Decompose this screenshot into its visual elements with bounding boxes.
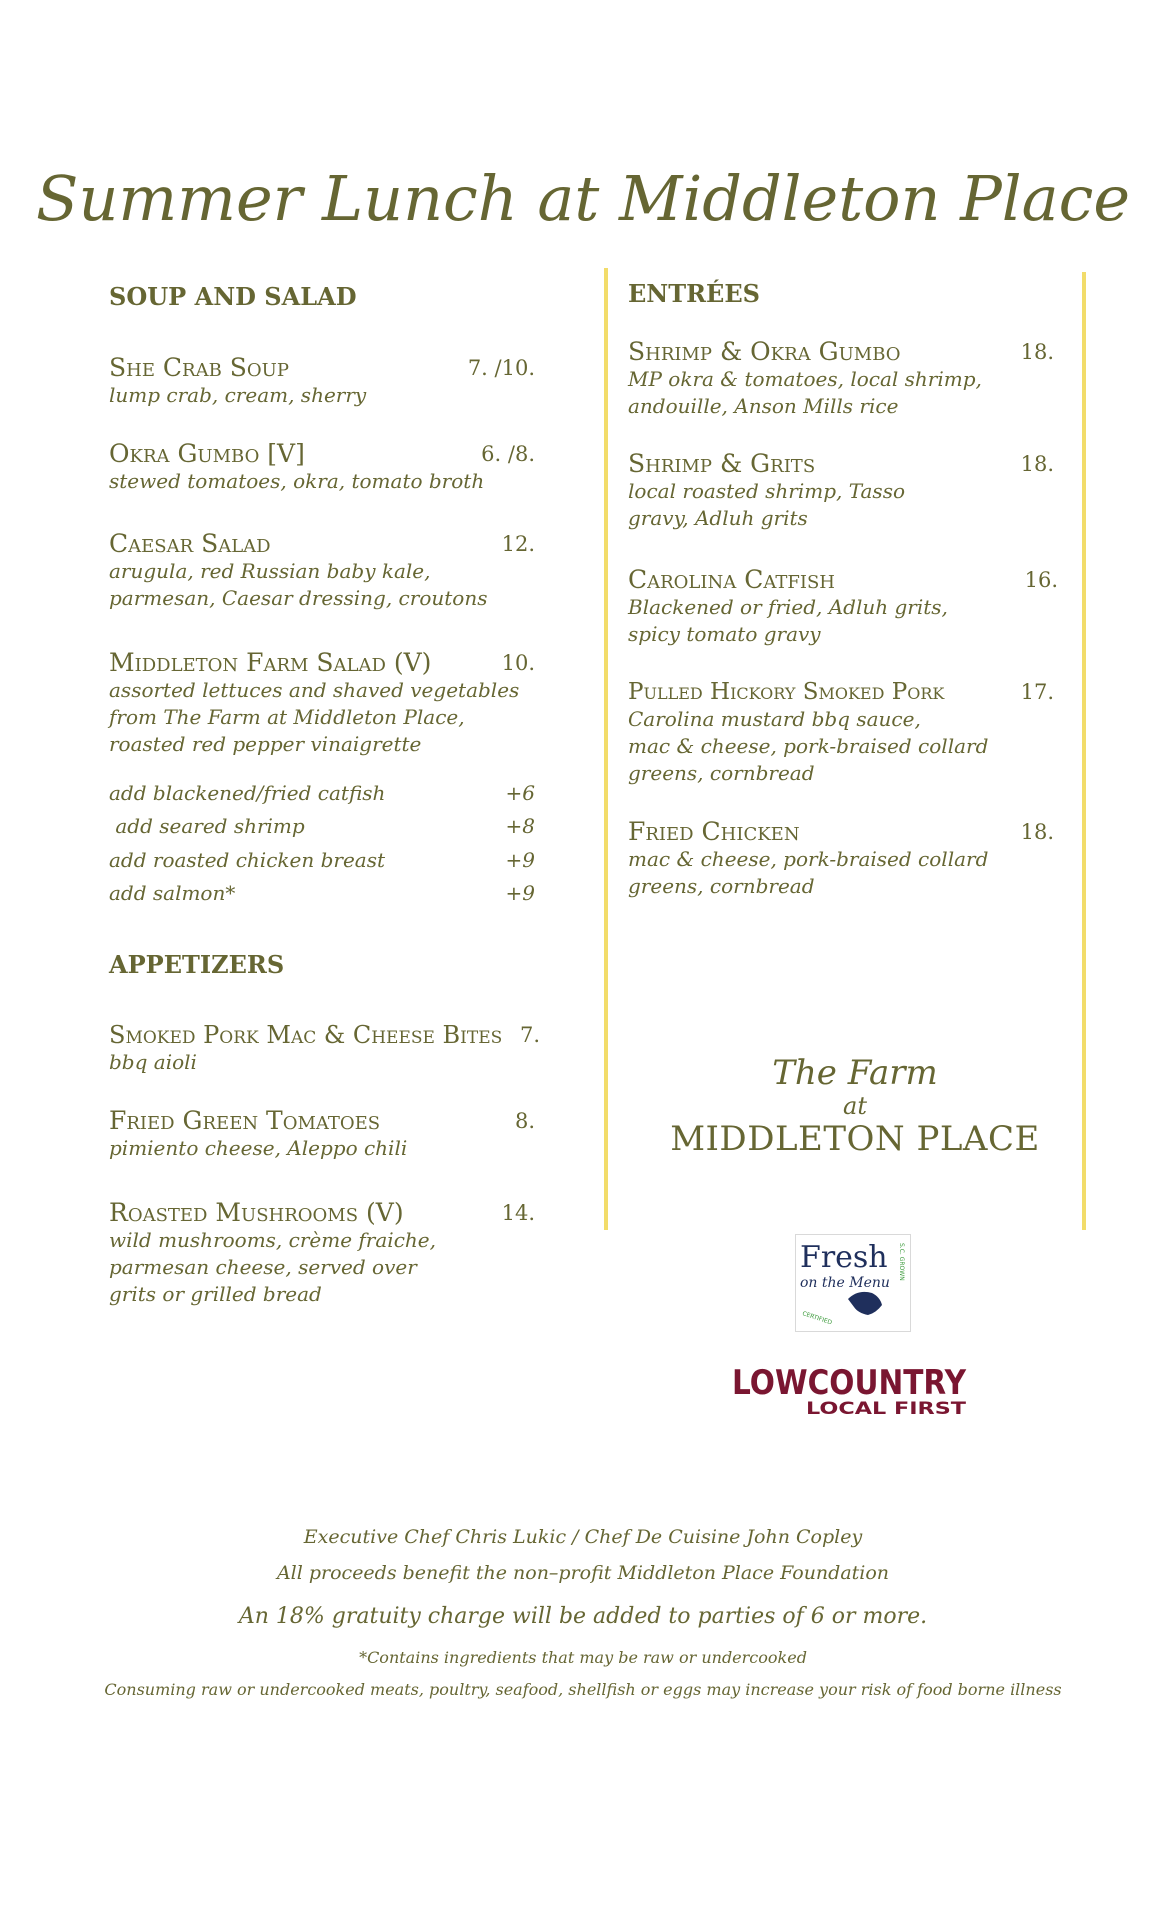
farm-line-3: MIDDLETON PLACE: [670, 1119, 1040, 1159]
footer-warning: Consuming raw or undercooked meats, poultry, seafood, shellfish or eggs may increase your risk of food borne illness: [104, 1680, 1062, 1699]
item-name: Smoked Pork Mac & Cheese Bites: [109, 1021, 503, 1049]
item-description: wild mushrooms, crème fraiche, parmesan cheese, served over grits or grilled bread: [109, 1228, 436, 1306]
item-name: Middleton Farm Salad (V): [109, 648, 432, 677]
addon-row: [109, 880, 535, 907]
item-price: 14.: [501, 1201, 535, 1225]
farm-wordmark: [640, 1054, 1070, 1158]
item-description: local roasted shrimp, Tasso gravy, Adluh grits: [628, 479, 906, 530]
item-price: 7. /10.: [467, 356, 535, 380]
fresh-logo-main: Fresh: [800, 1240, 888, 1275]
item-name: Okra Gumbo [V]: [109, 439, 305, 468]
item-name: She Crab Soup: [109, 353, 289, 382]
item-price: 10.: [501, 651, 535, 675]
item-description: mac & cheese, pork-braised collard greens, cornbread: [628, 847, 989, 898]
addon-price: +8: [505, 814, 535, 838]
item-price: 18.: [1020, 452, 1054, 476]
menu-item: [109, 1199, 535, 1308]
item-name: Shrimp & Okra Gumbo: [628, 337, 901, 366]
addon-label: add seared shrimp: [109, 814, 305, 838]
menu-item: [109, 354, 535, 409]
item-price: 7.: [519, 1023, 540, 1047]
menu-item: [109, 1021, 540, 1076]
footer-chefs: Executive Chef Chris Lukic / Chef De Cuisine John Copley: [303, 1526, 863, 1548]
fresh-logo-sub: on the Menu: [800, 1275, 890, 1291]
addon-label: add roasted chicken breast: [109, 848, 386, 872]
lowcountry-main: LOWCOUNTRY: [732, 1363, 967, 1403]
item-price: 17.: [1020, 680, 1054, 704]
item-description: Carolina mustard bbq sauce, mac & cheese, pork-braised collard greens, cornbread: [628, 707, 989, 785]
item-name: Carolina Catfish: [628, 565, 835, 594]
lowcountry-sub: LOCAL FIRST: [806, 1399, 967, 1419]
menu-item: [628, 818, 1054, 900]
farm-line-2: at: [843, 1092, 867, 1120]
state-map-icon: [848, 1292, 882, 1315]
menu-item: [109, 1107, 535, 1162]
addon-row: [109, 780, 535, 807]
fresh-on-the-menu-logo: [795, 1234, 911, 1332]
item-name: Caesar Salad: [109, 529, 271, 558]
item-name: Pulled Hickory Smoked Pork: [628, 679, 945, 705]
menu-item: [628, 566, 1058, 648]
addon-row: [109, 813, 535, 840]
menu-item: [628, 678, 1054, 787]
item-description: stewed tomatoes, okra, tomato broth: [109, 469, 485, 493]
menu-item: [109, 649, 535, 758]
fresh-ring-right: S.C. GROWN: [898, 1243, 905, 1281]
item-name: Fried Green Tomatoes: [109, 1106, 381, 1135]
footer-gratuity: An 18% gratuity charge will be added to parties of 6 or more.: [238, 1604, 928, 1629]
footer-raw-note: *Contains ingredients that may be raw or undercooked: [359, 1648, 807, 1667]
item-description: lump crab, cream, sherry: [109, 383, 367, 407]
farm-line-1: The Farm: [772, 1053, 938, 1093]
item-name: Fried Chicken: [628, 817, 800, 846]
addon-label: add salmon*: [109, 881, 236, 905]
lowcountry-local-first-logo: [730, 1360, 970, 1420]
entrees-heading: ENTRÉES: [628, 279, 760, 308]
item-description: assorted lettuces and shaved vegetables from The Farm at Middleton Place, roasted red pepper vinaigrette: [109, 678, 520, 756]
item-price: 16.: [1024, 568, 1058, 592]
item-price: 18.: [1020, 340, 1054, 364]
addon-price: +6: [505, 781, 535, 805]
item-name: Roasted Mushrooms (V): [109, 1198, 404, 1227]
menu-item: [109, 530, 535, 612]
appetizers-heading: APPETIZERS: [109, 950, 285, 979]
divider-right: [1082, 272, 1086, 1230]
addon-price: +9: [505, 881, 535, 905]
item-price: 12.: [501, 532, 535, 556]
item-description: Blackened or fried, Adluh grits, spicy tomato gravy: [628, 595, 948, 646]
item-price: 18.: [1020, 820, 1054, 844]
divider-left: [604, 268, 608, 1230]
soup-salad-heading: SOUP AND SALAD: [109, 282, 357, 311]
menu-item: [628, 450, 1054, 532]
addon-row: [109, 847, 535, 874]
item-description: pimiento cheese, Aleppo chili: [109, 1136, 408, 1160]
item-price: 6. /8.: [481, 442, 535, 466]
fresh-logo-graphic: [796, 1235, 910, 1331]
item-description: bbq aioli: [109, 1050, 197, 1074]
menu-title: Summer Lunch at Middleton Place: [35, 162, 1131, 235]
item-price: 8.: [514, 1109, 535, 1133]
menu-item: [109, 440, 535, 495]
addon-price: +9: [505, 848, 535, 872]
item-description: arugula, red Russian baby kale, parmesan, Caesar dressing, croutons: [109, 559, 488, 610]
addon-label: add blackened/fried catfish: [109, 781, 386, 805]
fresh-ring-left: CERTIFIED: [801, 1310, 833, 1327]
menu-item: [628, 338, 1054, 420]
item-name: Shrimp & Grits: [628, 449, 816, 478]
item-description: MP okra & tomatoes, local shrimp, andouille, Anson Mills rice: [628, 367, 982, 418]
lowcountry-logo-graphic: [730, 1360, 970, 1420]
footer-proceeds: All proceeds benefit the non–profit Middleton Place Foundation: [276, 1562, 890, 1584]
